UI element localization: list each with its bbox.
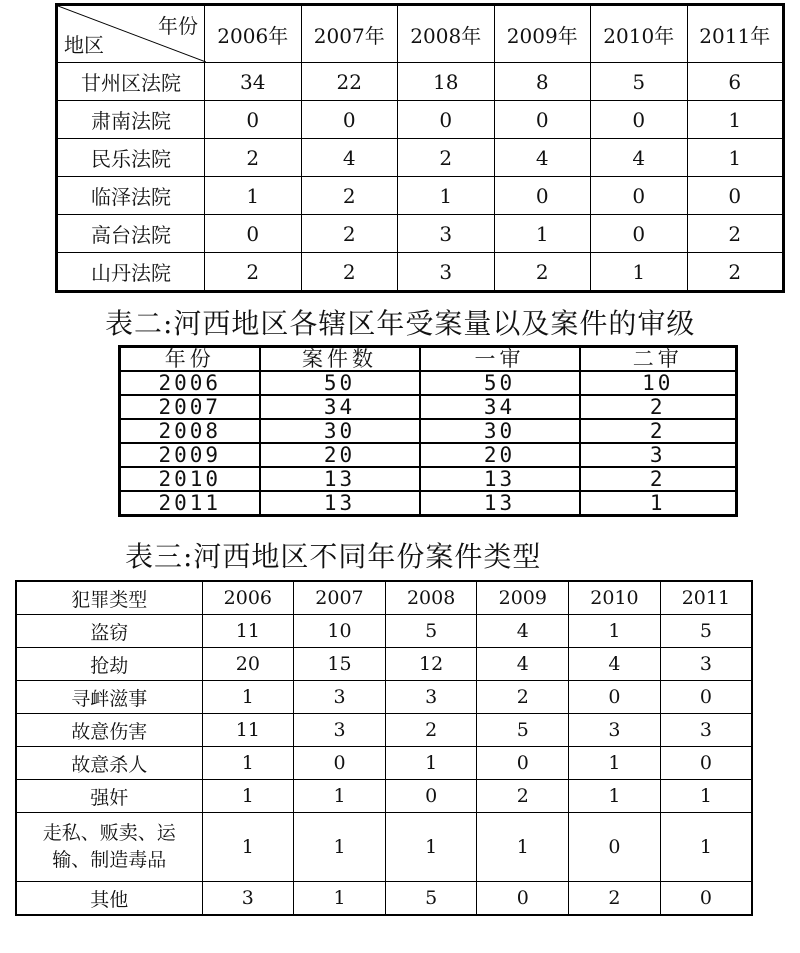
cell-value: 5 (591, 63, 688, 101)
cell-value: 1 (294, 813, 386, 882)
column-header: 2008 (385, 581, 477, 615)
table-row (16, 681, 752, 714)
cell-value: 0 (477, 882, 569, 916)
cell-value: 0 (385, 780, 477, 813)
cell-value: 1 (202, 747, 294, 780)
crime-type: 故意杀人 (16, 747, 202, 780)
cell-value: 4 (477, 615, 569, 648)
cell-value: 2 (494, 253, 591, 292)
table-row (57, 63, 784, 101)
cell-value: 5 (660, 615, 752, 648)
table-row (16, 648, 752, 681)
cell-value: 1 (398, 177, 495, 215)
cell-value: 1 (385, 813, 477, 882)
cell-value: 3 (385, 681, 477, 714)
cell-value: 1 (205, 177, 302, 215)
cell-value: 4 (591, 139, 688, 177)
cell-value: 2 (301, 215, 398, 253)
year-header: 2006年 (205, 5, 302, 63)
cell-value: 22 (301, 63, 398, 101)
table-row (57, 101, 784, 139)
cell-value: 20 (260, 443, 420, 467)
column-header: 2010 (569, 581, 661, 615)
cell-value: 2 (205, 253, 302, 292)
cell-value: 0 (205, 101, 302, 139)
cell-value: 15 (294, 648, 386, 681)
cell-value: 5 (385, 882, 477, 916)
cell-value: 13 (420, 491, 580, 516)
column-header: 年份 (120, 347, 260, 372)
cell-value: 1 (660, 813, 752, 882)
cell-value: 0 (591, 215, 688, 253)
cell-value: 1 (202, 813, 294, 882)
cell-value: 13 (260, 491, 420, 516)
table2-caption: 表二:河西地区各辖区年受案量以及案件的审级 (105, 307, 696, 340)
court-name: 高台法院 (57, 215, 205, 253)
table-row (120, 491, 737, 516)
cell-value: 2 (385, 714, 477, 747)
cell-value: 2010 (120, 467, 260, 491)
cell-value: 2 (398, 139, 495, 177)
cell-value: 8 (494, 63, 591, 101)
cell-value: 4 (301, 139, 398, 177)
cell-value: 10 (294, 615, 386, 648)
table-row (16, 714, 752, 747)
cell-value: 3 (294, 681, 386, 714)
table-row (120, 443, 737, 467)
cell-value: 5 (477, 714, 569, 747)
column-header: 2011 (660, 581, 752, 615)
cell-value: 3 (660, 714, 752, 747)
cell-value: 2009 (120, 443, 260, 467)
year-header: 2010年 (591, 5, 688, 63)
cell-value: 2 (569, 882, 661, 916)
cell-value: 4 (569, 648, 661, 681)
cell-value: 2 (301, 253, 398, 292)
cell-value: 1 (660, 780, 752, 813)
crime-type: 其他 (16, 882, 202, 916)
cell-value: 12 (385, 648, 477, 681)
cell-value: 34 (260, 395, 420, 419)
cell-value: 1 (294, 882, 386, 916)
table-header-row (120, 347, 737, 372)
cell-value: 2008 (120, 419, 260, 443)
court-name: 甘州区法院 (57, 63, 205, 101)
cell-value: 3 (294, 714, 386, 747)
crime-type-line: 输、制造毒品 (52, 849, 167, 871)
cell-value: 2 (580, 467, 737, 491)
cell-value: 0 (398, 101, 495, 139)
cell-value: 2011 (120, 491, 260, 516)
cell-value: 50 (260, 371, 420, 395)
cell-value: 1 (569, 747, 661, 780)
cell-value: 2 (580, 419, 737, 443)
table-row (16, 615, 752, 648)
cell-value: 0 (569, 681, 661, 714)
cell-value: 50 (420, 371, 580, 395)
cell-value: 0 (569, 813, 661, 882)
cell-value: 1 (202, 681, 294, 714)
cell-value: 4 (494, 139, 591, 177)
cell-value: 20 (202, 648, 294, 681)
cell-value: 2 (301, 177, 398, 215)
cell-value: 2006 (120, 371, 260, 395)
crime-type-line: 走私、贩卖、运 (42, 822, 176, 844)
table-row (120, 419, 737, 443)
cell-value: 34 (420, 395, 580, 419)
cell-value: 1 (477, 813, 569, 882)
cell-value: 30 (260, 419, 420, 443)
cell-value: 0 (660, 681, 752, 714)
column-header: 2007 (294, 581, 386, 615)
year-header: 2011年 (687, 5, 784, 63)
cell-value: 0 (494, 101, 591, 139)
cell-value: 10 (580, 371, 737, 395)
column-header: 二审 (580, 347, 737, 372)
table-row (16, 882, 752, 916)
table-row (57, 215, 784, 253)
cell-value: 1 (569, 615, 661, 648)
cell-value: 5 (385, 615, 477, 648)
table-row (57, 253, 784, 292)
cell-value: 20 (420, 443, 580, 467)
cell-value: 1 (202, 780, 294, 813)
cell-value: 1 (294, 780, 386, 813)
cell-value: 0 (687, 177, 784, 215)
year-header: 2007年 (301, 5, 398, 63)
table-row (120, 467, 737, 491)
cell-value: 0 (591, 101, 688, 139)
crime-type: 盗窃 (16, 615, 202, 648)
crime-type (16, 813, 202, 882)
cell-value: 0 (477, 747, 569, 780)
table-row (16, 747, 752, 780)
cell-value: 2 (477, 681, 569, 714)
court-name: 民乐法院 (57, 139, 205, 177)
cell-value: 2 (687, 215, 784, 253)
cell-value: 1 (569, 780, 661, 813)
court-name: 临泽法院 (57, 177, 205, 215)
cell-value: 3 (398, 253, 495, 292)
cell-value: 1 (687, 139, 784, 177)
table-row (57, 139, 784, 177)
cell-value: 0 (301, 101, 398, 139)
table-header-row (57, 5, 784, 63)
column-header: 2006 (202, 581, 294, 615)
crime-type: 强奸 (16, 780, 202, 813)
crime-type: 寻衅滋事 (16, 681, 202, 714)
cell-value: 13 (260, 467, 420, 491)
cell-value: 2 (580, 395, 737, 419)
cell-value: 2 (205, 139, 302, 177)
cell-value: 2 (477, 780, 569, 813)
corner-cell (57, 5, 205, 63)
cell-value: 0 (294, 747, 386, 780)
cell-value: 0 (591, 177, 688, 215)
cell-value: 1 (580, 491, 737, 516)
cell-value: 13 (420, 467, 580, 491)
table-header-row (16, 581, 752, 615)
cell-value: 0 (660, 882, 752, 916)
cell-value: 0 (660, 747, 752, 780)
table3-caption: 表三:河西地区不同年份案件类型 (125, 540, 542, 573)
cell-value: 2 (687, 253, 784, 292)
cell-value: 0 (205, 215, 302, 253)
cell-value: 18 (398, 63, 495, 101)
table-row (16, 813, 752, 882)
cell-value: 0 (494, 177, 591, 215)
column-header: 一审 (420, 347, 580, 372)
cell-value: 1 (385, 747, 477, 780)
table-row (16, 780, 752, 813)
table-row (120, 395, 737, 419)
corner-region-label: 地区 (64, 33, 104, 57)
cell-value: 1 (687, 101, 784, 139)
column-header: 案件数 (260, 347, 420, 372)
year-header: 2009年 (494, 5, 591, 63)
column-header: 犯罪类型 (16, 581, 202, 615)
crime-type: 抢劫 (16, 648, 202, 681)
year-header: 2008年 (398, 5, 495, 63)
table-row (57, 177, 784, 215)
corner-year-label: 年份 (158, 14, 198, 38)
crime-type: 故意伤害 (16, 714, 202, 747)
cell-value: 30 (420, 419, 580, 443)
cell-value: 3 (398, 215, 495, 253)
cell-value: 11 (202, 714, 294, 747)
cell-value: 3 (569, 714, 661, 747)
court-year-table (55, 3, 785, 293)
case-type-table (15, 580, 753, 916)
court-name: 肃南法院 (57, 101, 205, 139)
cell-value: 4 (477, 648, 569, 681)
table-row (120, 371, 737, 395)
column-header: 2009 (477, 581, 569, 615)
cell-value: 3 (580, 443, 737, 467)
court-name: 山丹法院 (57, 253, 205, 292)
cell-value: 1 (494, 215, 591, 253)
cell-value: 11 (202, 615, 294, 648)
cell-value: 6 (687, 63, 784, 101)
cell-value: 3 (202, 882, 294, 916)
cell-value: 3 (660, 648, 752, 681)
cell-value: 2007 (120, 395, 260, 419)
cell-value: 1 (591, 253, 688, 292)
annual-case-table (118, 345, 738, 517)
cell-value: 34 (205, 63, 302, 101)
